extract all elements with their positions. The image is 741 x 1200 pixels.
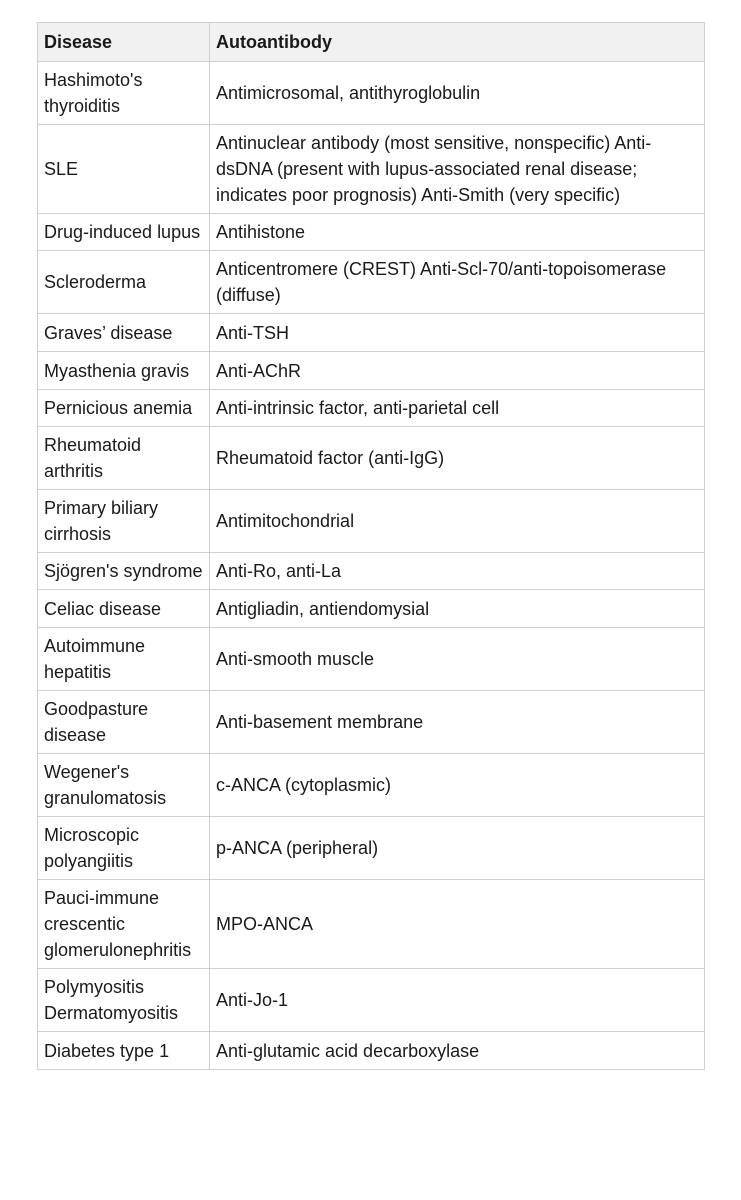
table-row [38,817,705,880]
autoantibody-cell: Anti-AChR [210,352,705,390]
disease-cell: Pernicious anemia [38,390,210,427]
autoantibody-cell: Anti-Jo-1 [210,969,705,1032]
disease-cell: Scleroderma [38,251,210,314]
autoantibody-cell: Anticentromere (CREST) Anti-Scl-70/anti-topoisomerase (diffuse) [210,251,705,314]
autoantibody-table [37,22,705,1070]
disease-cell: Drug-induced lupus [38,214,210,251]
disease-cell: Graves’ disease [38,314,210,352]
table-row [38,352,705,390]
autoantibody-cell: Antigliadin, antiendomysial [210,590,705,628]
table-row [38,880,705,969]
table-row [38,251,705,314]
autoantibody-cell: Anti-Ro, anti-La [210,553,705,590]
table-row [38,691,705,754]
autoantibody-cell: Anti-TSH [210,314,705,352]
disease-cell: Pauci-immune crescentic glomerulonephritis [38,880,210,969]
table-row [38,1032,705,1070]
disease-cell: Sjögren's syndrome [38,553,210,590]
disease-cell: Polymyositis Dermatomyositis [38,969,210,1032]
autoantibody-cell: Antimitochondrial [210,490,705,553]
table-row [38,628,705,691]
table-row [38,390,705,427]
table-row [38,125,705,214]
autoantibody-cell: Anti-intrinsic factor, anti-parietal cell [210,390,705,427]
disease-cell: Wegener's granulomatosis [38,754,210,817]
table-row [38,214,705,251]
autoantibody-cell: Antimicrosomal, antithyroglobulin [210,62,705,125]
disease-cell: SLE [38,125,210,214]
autoantibody-table-container [37,22,704,1070]
table-header-row [38,23,705,62]
table-row [38,62,705,125]
header-disease: Disease [38,23,210,62]
disease-cell: Myasthenia gravis [38,352,210,390]
disease-cell: Hashimoto's thyroiditis [38,62,210,125]
autoantibody-cell: c-ANCA (cytoplasmic) [210,754,705,817]
autoantibody-cell: Anti-basement membrane [210,691,705,754]
autoantibody-cell: Rheumatoid factor (anti-IgG) [210,427,705,490]
autoantibody-cell: MPO-ANCA [210,880,705,969]
table-row [38,969,705,1032]
table-row [38,427,705,490]
table-row [38,754,705,817]
header-autoantibody: Autoantibody [210,23,705,62]
disease-cell: Microscopic polyangiitis [38,817,210,880]
disease-cell: Rheumatoid arthritis [38,427,210,490]
table-row [38,590,705,628]
disease-cell: Autoimmune hepatitis [38,628,210,691]
disease-cell: Goodpasture disease [38,691,210,754]
table-row [38,314,705,352]
disease-cell: Primary biliary cirrhosis [38,490,210,553]
autoantibody-cell: Anti-glutamic acid decarboxylase [210,1032,705,1070]
disease-cell: Celiac disease [38,590,210,628]
autoantibody-cell: p-ANCA (peripheral) [210,817,705,880]
disease-cell: Diabetes type 1 [38,1032,210,1070]
autoantibody-cell: Anti-smooth muscle [210,628,705,691]
autoantibody-cell: Antinuclear antibody (most sensitive, nonspecific) Anti-dsDNA (present with lupus-associated renal disease; indicates poor prognosis) Anti-Smith (very specific) [210,125,705,214]
autoantibody-cell: Antihistone [210,214,705,251]
table-row [38,553,705,590]
table-row [38,490,705,553]
